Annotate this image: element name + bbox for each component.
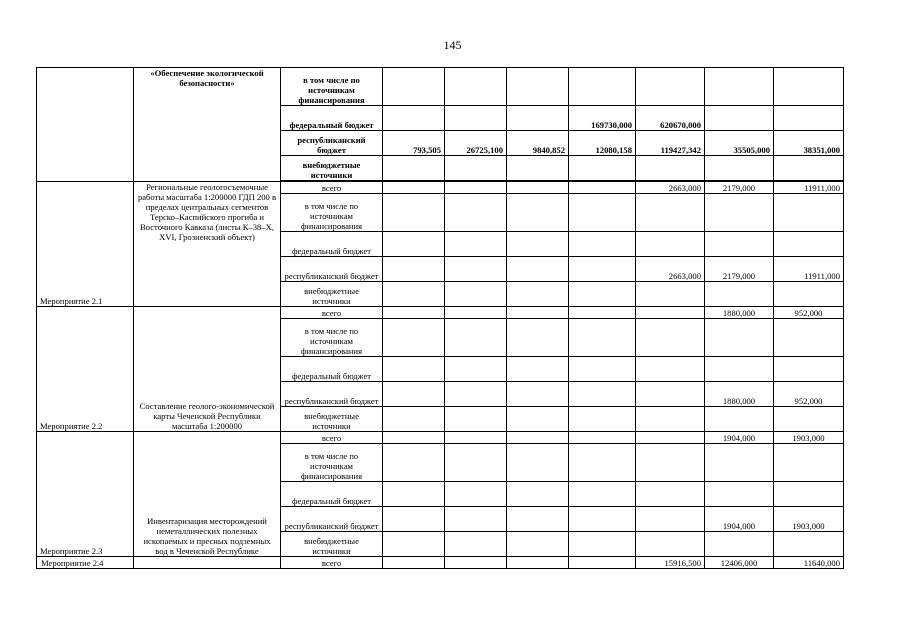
source-label: в том числе по источникам финансирования	[281, 68, 383, 106]
source-label: федеральный бюджет	[281, 232, 383, 257]
source-label: республиканский бюджет	[281, 257, 383, 282]
source-label: республиканский бюджет	[281, 131, 383, 156]
value-cell: 2179,000	[705, 257, 774, 282]
value-cell: 11911,000	[774, 257, 844, 282]
source-label: внебюджетные источники	[281, 407, 383, 432]
value-cell: 26725,100	[445, 131, 507, 156]
source-label: внебюджетные источники	[281, 156, 383, 181]
value-cell: 1904,000	[705, 507, 774, 532]
table-row	[37, 432, 844, 444]
value-cell: 2663,000	[636, 257, 705, 282]
source-label: республиканский бюджет	[281, 382, 383, 407]
value-cell: 15916,500	[636, 557, 705, 569]
value-cell: 9840,852	[507, 131, 569, 156]
value-cell: 11911,000	[774, 182, 844, 194]
event-cell	[37, 68, 134, 182]
value-cell: 620670,000	[636, 106, 705, 131]
value-cell: 793,505	[383, 131, 445, 156]
source-label: всего	[281, 432, 383, 444]
value-cell: 1880,000	[705, 307, 774, 319]
table-row	[37, 557, 844, 569]
source-label: в том числе по источникам финансирования	[281, 319, 383, 357]
value-cell: 38351,000	[774, 131, 844, 156]
source-label: всего	[281, 557, 383, 569]
event-name: Составление геолого-экономической карты Чеченской Республики масштаба 1:200000	[134, 307, 281, 432]
source-label: федеральный бюджет	[281, 106, 383, 131]
source-label: внебюджетные источники	[281, 532, 383, 557]
source-label: федеральный бюджет	[281, 482, 383, 507]
value-cell: 119427,342	[636, 131, 705, 156]
table-row	[37, 68, 844, 106]
event-name: Инвентаризация месторождений неметаллических полезных ископаемых и пресных подземных вод в Чеченской Республике	[134, 432, 281, 557]
value-cell: 2663,000	[636, 182, 705, 194]
budget-table	[36, 67, 844, 569]
source-label: всего	[281, 307, 383, 319]
value-cell: 12080,158	[569, 131, 636, 156]
value-cell: 952,000	[774, 307, 844, 319]
source-label: всего	[281, 182, 383, 194]
value-cell: 11640,000	[774, 557, 844, 569]
event-label: Мероприятие 2.2	[37, 307, 134, 432]
value-cell: 952,000	[774, 382, 844, 407]
value-cell: 1903,000	[774, 507, 844, 532]
program-name: «Обеспечение экологической безопасности»	[134, 68, 281, 182]
value-cell: 169730,000	[569, 106, 636, 131]
event-label: Мероприятие 2.1	[37, 182, 134, 307]
source-label: в том числе по источникам финансирования	[281, 444, 383, 482]
page-number: 145	[443, 38, 462, 52]
value-cell: 35505,000	[705, 131, 774, 156]
value-cell: 2179,000	[705, 182, 774, 194]
source-label: федеральный бюджет	[281, 357, 383, 382]
source-label: внебюджетные источники	[281, 282, 383, 307]
value-cell: 1904,000	[705, 432, 774, 444]
value-cell: 12406,000	[705, 557, 774, 569]
source-label: в том числе по источникам финансирования	[281, 194, 383, 232]
source-label: республиканский бюджет	[281, 507, 383, 532]
table-row	[37, 307, 844, 319]
value-cell: 1880,000	[705, 382, 774, 407]
table-row	[37, 182, 844, 194]
event-name: Региональные геологосъемочные работы масштаба 1:200000 ГДП 200 в пределах центральных сегментов Терско–Каспийского прогиба и Восточного Кавказа (листы К–38–X, XVI, Грозненский объект)	[134, 182, 281, 307]
event-label: Мероприятие 2.4	[37, 557, 134, 569]
value-cell: 1903,000	[774, 432, 844, 444]
event-label: Мероприятие 2.3	[37, 432, 134, 557]
